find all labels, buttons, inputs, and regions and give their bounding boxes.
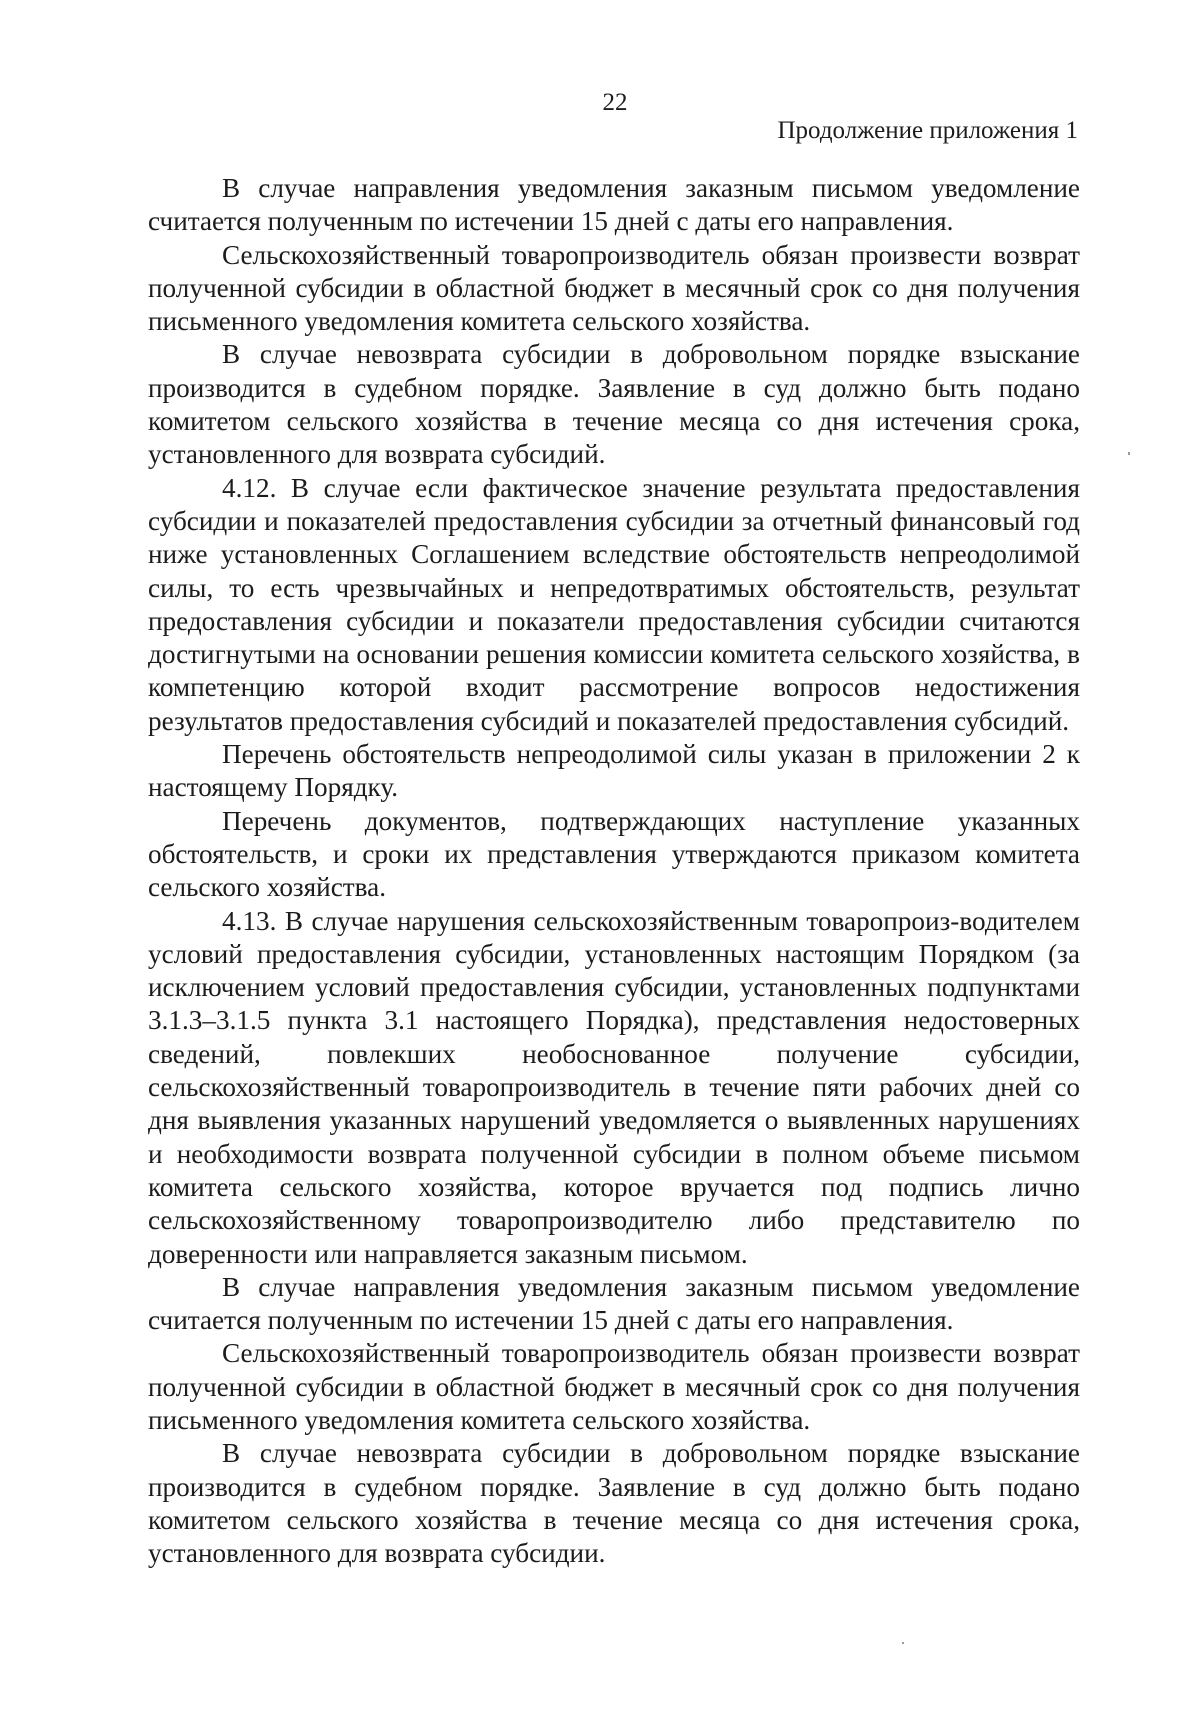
paragraph-notice-delivery-2: В случае направления уведомления заказным письмом уведомление считается полученным по истечении 15 дней с даты его направления. bbox=[148, 1271, 1080, 1336]
paragraph-notice-delivery: В случае направления уведомления заказным письмом уведомление считается полученным по истечении 15 дней с даты его направления. bbox=[148, 173, 1080, 237]
continuation-label: Продолжение приложения 1 bbox=[777, 117, 1078, 144]
document-body bbox=[148, 172, 1080, 1570]
paragraph-documents-list: Перечень документов, подтверждающих наступление указанных обстоятельств, и сроки их представления утверждаются приказом комитета сельского хозяйства. bbox=[148, 805, 1080, 903]
paragraph-refund-obligation: Сельскохозяйственный товаропроизводитель обязан произвести возврат полученной субсидии в областной бюджет в месячный срок со дня получения письменного уведомления комитета сельского хозяйства. bbox=[148, 239, 1080, 337]
paragraph-refund-obligation-2: Сельскохозяйственный товаропроизводитель обязан произвести возврат полученной субсидии в областной бюджет в месячный срок со дня получения письменного уведомления комитета сельского хозяйства. bbox=[148, 1338, 1080, 1435]
scan-speck bbox=[902, 1642, 904, 1644]
paragraph-court-recovery-2: В случае невозврата субсидии в добровольном порядке взыскание производится в судебном порядке. Заявление в суд должно быть подано комитетом сельского хозяйства в течение месяца со дня истечения срока, установленного для возврата субсидии. bbox=[148, 1438, 1080, 1569]
paragraph-force-majeure-list: Перечень обстоятельств непреодолимой силы указан в приложении 2 к настоящему Порядку. bbox=[148, 739, 1080, 803]
page-number: 22 bbox=[602, 89, 628, 116]
paragraph-4-13: 4.13. В случае нарушения сельскохозяйственным товаропроиз-водителем условий предоставления субсидии, установленных настоящим Порядком (за исключением условий предоставления субсидии, установленных подпунктами 3.1.3–3.1.5 пункта 3.1 настоящего Порядка), представления недостоверных сведений, повлекших необоснованное получение субсидии, сельскохозяйственный товаропроизводитель в течение пяти рабочих дней со дня выявления указанных нарушений уведомляется о выявленных нарушениях и необходимости возврата полученной субсидии в полном объеме письмом комитета сельского хозяйства, которое вручается под подпись лично сельскохозяйственному товаропроизводителю либо представителю по доверенности или направляется заказным письмом. bbox=[148, 905, 1080, 1269]
paragraph-4-12: 4.12. В случае если фактическое значение результата предоставления субсидии и показателей предоставления субсидии за отчетный финансовый год ниже установленных Соглашением вследствие обстоятельств непреодолимой силы, то есть чрезвычайных и непредотвратимых обстоятельств, результат предоставления субсидии и показатели предоставления субсидии считаются достигнутыми на основании решения комиссии комитета сельского хозяйства, в компетенцию которой входит рассмотрение вопросов недостижения результатов предоставления субсидий и показателей предоставления субсидий. bbox=[148, 472, 1080, 736]
scan-speck bbox=[1128, 452, 1130, 455]
paragraph-court-recovery: В случае невозврата субсидии в добровольном порядке взыскание производится в судебном порядке. Заявление в суд должно быть подано комитетом сельского хозяйства в течение месяца со дня истечения срока, установленного для возврата субсидий. bbox=[148, 339, 1080, 470]
